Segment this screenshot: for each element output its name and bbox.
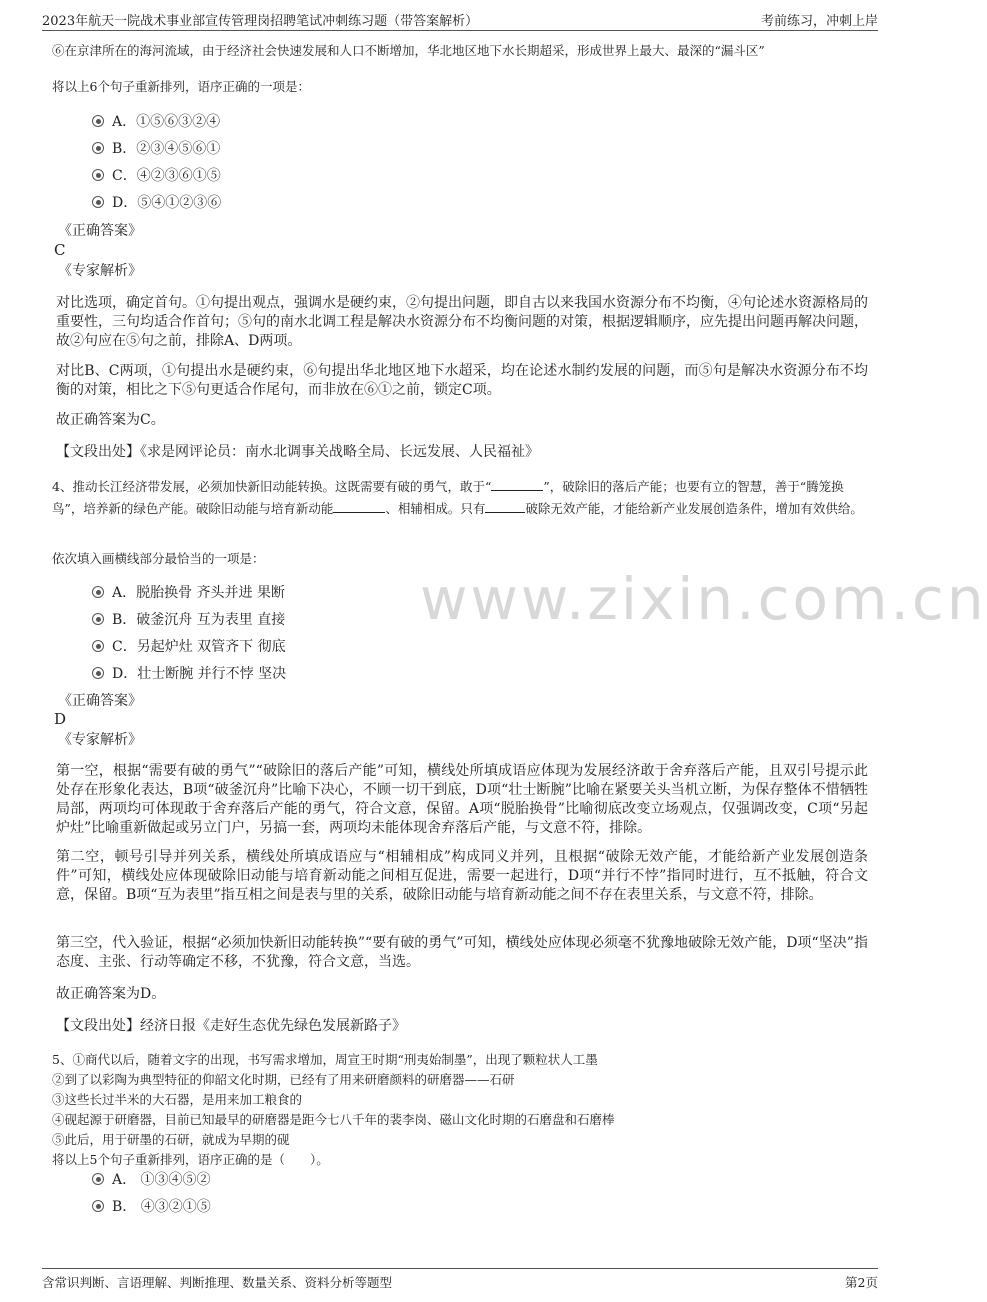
q3-analysis-label: 《专家解析》 [58,263,142,279]
q3-option-a[interactable]: A．①⑤⑥③②④ [92,112,220,132]
q4-answer: D [54,710,67,728]
q4-option-b[interactable]: B．破釜沉舟 互为表里 直接 [92,610,285,630]
radio-icon[interactable] [92,640,104,652]
radio-icon[interactable] [92,115,104,127]
q3-source: 【文段出处】《求是网评论员：南水北调事关战略全局、长远发展、人民福祉》 [56,444,539,460]
radio-icon[interactable] [92,667,104,679]
q4-analysis-para-2: 第二空，顿号引导并列关系，横线处所填成语应与“相辅相成”构成同义并列，且根据“破除无效产能，才能给新产业发展创造条件”可知，横线处应体现破除旧动能与培育新动能之间相互促进，需要一起进行，D项“并行不悖”指同时进行，互不抵触，符合文意，保留。B项“互为表里”指互相之间是表与里的关系，破除旧动能与培育新动能之间不存在表里关系，与文意不符，排除。 [56,849,868,903]
q4-option-a[interactable]: A．脱胎换骨 齐头并进 果断 [92,583,285,603]
page-footer [42,1268,878,1291]
radio-icon[interactable] [92,586,104,598]
header-title: 2023年航天一院战术事业部宣传管理岗招聘笔试冲刺练习题（带答案解析） [42,14,479,29]
q3-analysis-para-3: 故正确答案为C。 [56,412,165,428]
q4-stem: 4、推动长江经济带发展，必须加快新旧动能转换。这既需要有破的勇气，敢于“ ”，破除旧的落后产能；也要有立的智慧，善于“腾笼换鸟”，培养新的绿色产能。破除旧动能与培育新动能 、相辅相成。只有 破除无效产能，才能给新产业发展创造条件，增加有效供给。 [52,479,863,516]
q4-analysis-para-3: 第三空，代入验证，根据“必须加快新旧动能转换”“要有破的勇气”可知，横线处应体现必须毫不犹豫地破除无效产能，D项“坚决”指态度、主张、行动等确定不移，不犹豫，符合文意，当选。 [56,935,868,970]
q4-analysis-para-1: 第一空，根据“需要有破的勇气”“破除旧的落后产能”可知，横线处所填成语应体现为发展经济敢于舍弃落后产能，且双引号提示此处存在形象化表达，B项“破釜沉舟”比喻下决心，不顾一切干到底，D项“壮士断腕”比喻在紧要关头当机立断，为保存整体不惜牺牲局部，两项均可体现敢于舍弃落后产能的勇气，符合文意，保留。A项“脱胎换骨”比喻彻底改变立场观点，仅强调改变，C项“另起炉灶”比喻重新做起或另立门户，另搞一套，两项均未能体现舍弃落后产能，与文意不符，排除。 [56,763,868,836]
q4-option-c[interactable]: C．另起炉灶 双管齐下 彻底 [92,637,286,657]
q5-option-b[interactable]: B． ④③②①⑤ [92,1197,211,1217]
q5-sentence-1: 5、①商代以后，随着文字的出现，书写需求增加，周宣王时期“刑夷始制墨”，出现了颗粒状人工墨 [52,1052,598,1067]
q3-answer-label: 《正确答案》 [58,223,142,239]
q3-analysis-para-2: 对比B、C两项，①句提出水是硬约束，⑥句提出华北地区地下水超采，均在论述水制约发展的问题，而⑤句是解决水资源分布不均衡的对策，相比之下⑤句更适合作尾句，而非放在⑥①之前，锁定C项。 [56,363,868,398]
q3-prompt: 将以上6个句子重新排列，语序正确的一项是： [52,79,310,94]
page-header [42,8,878,31]
q5-option-a[interactable]: A． ①③④⑤② [92,1170,211,1190]
q4-option-d[interactable]: D．壮士断腕 并行不悖 坚决 [92,664,286,684]
radio-icon[interactable] [92,142,104,154]
footer-note: 含常识判断、言语理解、判断推理、数量关系、资料分析等题型 [42,1275,393,1290]
q4-answer-label: 《正确答案》 [58,693,142,709]
blank-2 [333,500,385,513]
blank-1 [491,478,543,491]
q4-prompt: 依次填入画横线部分最恰当的一项是： [52,551,265,566]
q5-prompt: 将以上5个句子重新排列，语序正确的是（ ）。 [52,1152,329,1167]
q3-sentence-6: ⑥在京津所在的海河流域，由于经济社会快速发展和人口不断增加，华北地区地下水长期超采，形成世界上最大、最深的“漏斗区” [52,43,765,58]
header-slogan: 考前练习，冲刺上岸 [760,14,878,29]
q5-sentence-4: ④砚起源于研磨器，目前已知最早的研磨器是距今七八千年的裴李岗、磁山文化时期的石磨盘和石磨棒 [52,1112,615,1127]
q5-sentence-2: ②到了以彩陶为典型特征的仰韶文化时期，已经有了用来研磨颜料的研磨器——石研 [52,1072,515,1087]
page-number: 第2页 [845,1275,878,1290]
radio-icon[interactable] [92,169,104,181]
q4-source: 【文段出处】经济日报《走好生态优先绿色发展新路子》 [56,1018,406,1034]
radio-icon[interactable] [92,1200,104,1212]
q3-analysis-para-1: 对比选项，确定首句。①句提出观点，强调水是硬约束，②句提出问题，即自古以来我国水资源分布不均衡，④句论述水资源格局的重要性，三句均适合作首句；⑤句的南水北调工程是解决水资源分布不均衡问题的对策，根据逻辑顺序，应先提出问题再解决问题，故②句应在⑤句之前，排除A、D两项。 [56,295,868,349]
radio-icon[interactable] [92,613,104,625]
q3-option-c[interactable]: C．④②③⑥①⑤ [92,166,221,186]
q3-option-d[interactable]: D．⑤④①②③⑥ [92,193,221,213]
q3-option-b[interactable]: B．②③④⑤⑥① [92,139,220,159]
q5-sentence-5: ⑤此后，用于研墨的石研，就成为早期的砚 [52,1132,290,1147]
radio-icon[interactable] [92,1173,104,1185]
q4-analysis-para-4: 故正确答案为D。 [56,986,166,1002]
radio-icon[interactable] [92,196,104,208]
q4-analysis-label: 《专家解析》 [58,732,142,748]
q3-answer: C [54,241,66,259]
blank-3 [485,500,525,513]
watermark: www.zixin.com.cn [420,565,987,633]
q5-sentence-3: ③这些长过半米的大石器，是用来加工粮食的 [52,1092,303,1107]
